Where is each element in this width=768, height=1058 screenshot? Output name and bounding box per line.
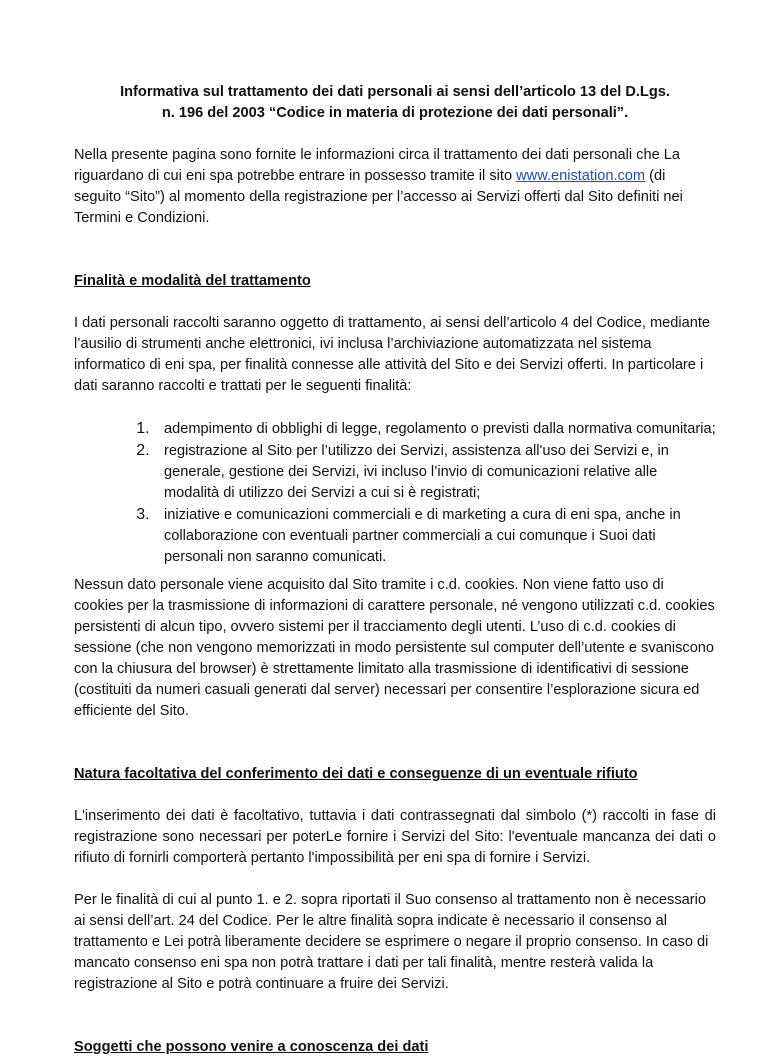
intro-paragraph: [74, 145, 716, 229]
natura-paragraph-1: L'inserimento dei dati è facoltativo, tuttavia i dati contrassegnati dal simbolo (*) raccolti in fase di registrazione sono necessari per poterLe fornire i Servizi del Sito: l'eventuale mancanza dei dati o rifiuto di fornirli comporterà pertanto l'impossibilità per eni spa di fornire i Servizi.: [74, 808, 716, 866]
intro-text-end: (di seguito “Sito”) al momento della registrazione per l’accesso ai Servizi offerti dal Sito definiti nei Termini e Condizioni.: [74, 168, 683, 226]
finalita-list: [74, 418, 716, 568]
document-title: [74, 82, 716, 124]
enistation-link[interactable]: www.enistation.com: [516, 168, 646, 184]
intro-text-start: Nella presente pagina sono fornite le informazioni circa il trattamento dei dati personali che La riguardano di cui eni spa potrebbe entrare in possesso tramite il sito: [74, 147, 680, 184]
list-item: 1. adempimento di obblighi di legge, regolamento o previsti dalla normativa comunitaria;: [154, 418, 716, 440]
title-line-2: n. 196 del 2003 “Codice in materia di protezione dei dati personali”.: [161, 105, 629, 121]
natura-paragraph-2: Per le finalità di cui al punto 1. e 2. sopra riportati il Suo consenso al trattamento non è necessario ai sensi dell’art. 24 del Codice. Per le altre finalità sopra indicate è necessario il consenso al trattamento e Lei potrà liberamente decidere se esprimere o negare il proprio consenso. In caso di mancato consenso eni spa non potrà trattare i dati per tali finalità, mentre resterà valida la registrazione al Sito e potrà continuare a fruire dei Servizi.: [74, 892, 709, 992]
finalita-paragraph: I dati personali raccolti saranno oggetto di trattamento, ai sensi dell’articolo 4 del Codice, mediante l’ausilio di strumenti anche elettronici, ivi inclusa l’archiviazione automatizzata nel sistema informatico di eni spa, per finalità connesse alle attività del Sito e dei Servizi offerti. In particolare i dati saranno raccolti e trattati per le seguenti finalità:: [74, 315, 710, 394]
section-heading-finalita: Finalità e modalità del trattamento: [74, 273, 311, 289]
title-line-1: Informativa sul trattamento dei dati personali ai sensi dell’articolo 13 del D.Lgs.: [120, 84, 670, 100]
list-item: 2. registrazione al Sito per l’utilizzo dei Servizi, assistenza all'uso dei Servizi e, in generale, gestione dei Servizi, ivi incluso l’invio di comunicazioni relative alle modalità di utilizzo dei Servizi a cui si è registrati;: [154, 440, 716, 504]
list-item: 3. iniziative e comunicazioni commerciali e di marketing a cura di eni spa, anche in collaborazione con eventuali partner commerciali a cui comunque i Suoi dati personali non saranno comunicati.: [154, 504, 716, 568]
section-heading-natura: Natura facoltativa del conferimento dei dati e conseguenze di un eventuale rifiuto: [74, 766, 638, 782]
cookies-paragraph: Nessun dato personale viene acquisito dal Sito tramite i c.d. cookies. Non viene fatto uso di cookies per la trasmissione di informazioni di carattere personale, né vengono utilizzati c.d. cookies persistenti di alcun tipo, ovvero sistemi per il tracciamento degli utenti. L’uso di c.d. cookies di sessione (che non vengono memorizzati in modo persistente sul computer dell’utente e svaniscono con la chiusura del browser) è strettamente limitato alla trasmissione di identificativi di sessione (costituiti da numeri casuali generati dal server) necessari per consentire l’esplorazione sicura ed efficiente del Sito.: [74, 577, 715, 719]
section-heading-soggetti: Soggetti che possono venire a conoscenza dei dati: [74, 1039, 429, 1055]
